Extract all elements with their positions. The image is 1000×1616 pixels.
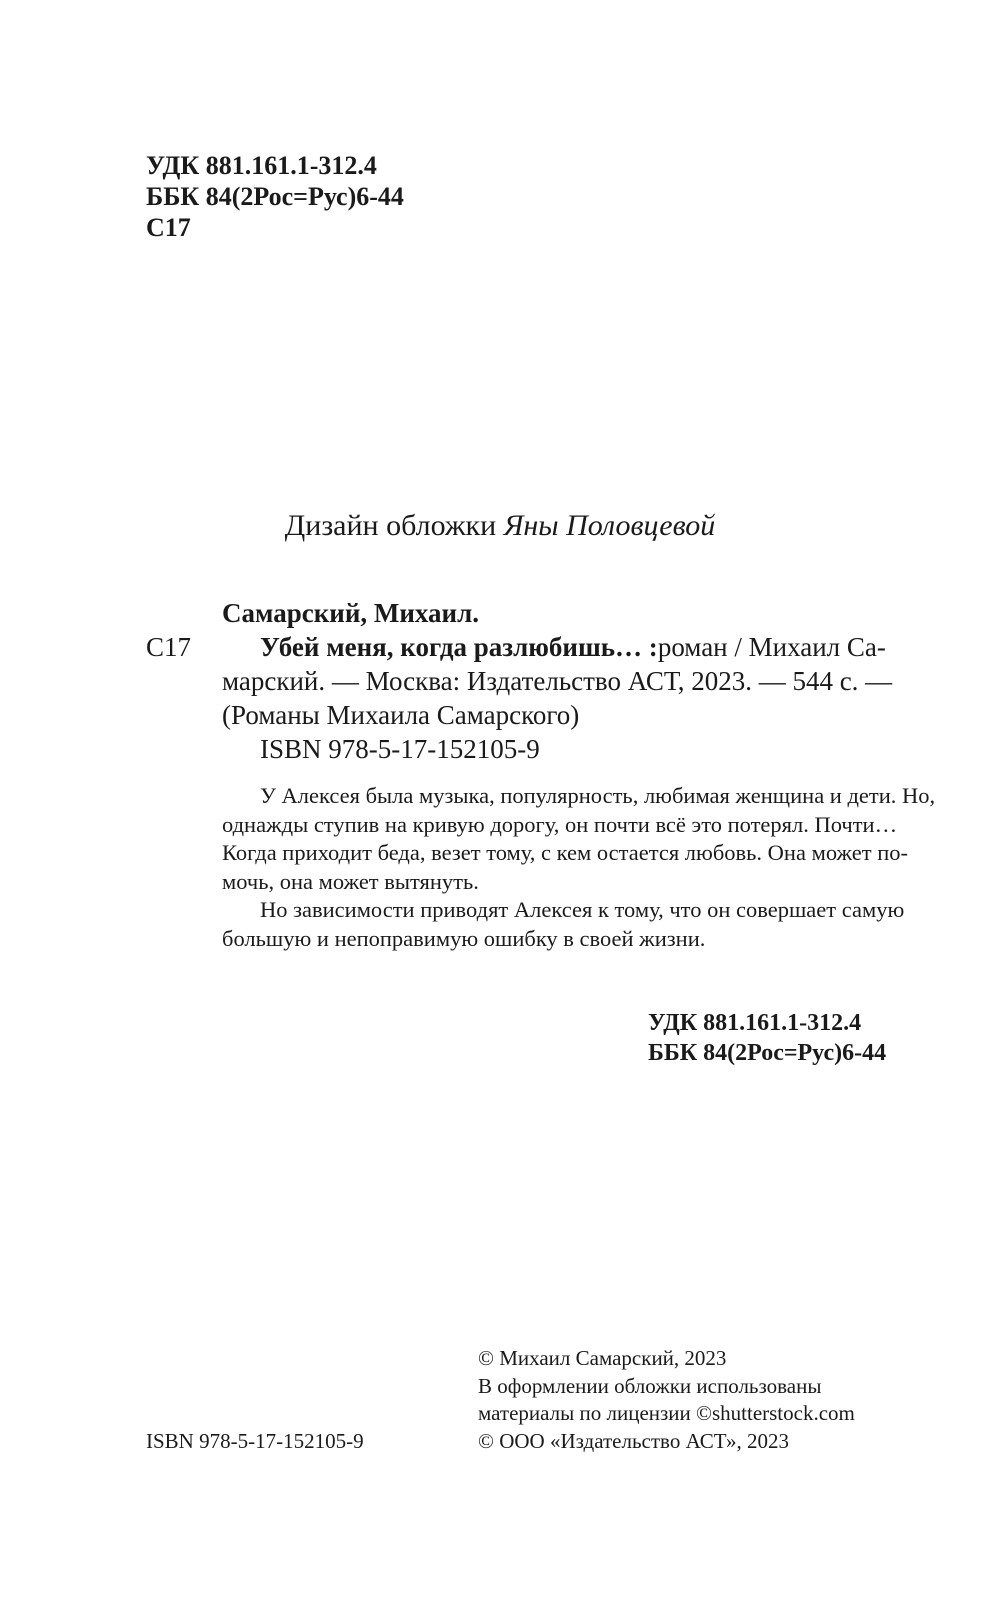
isbn-bottom: ISBN 978-5-17-152105-9	[146, 1429, 364, 1453]
classification-codes-bottom	[648, 1008, 886, 1068]
biblio-line-1	[222, 630, 886, 664]
udk-code: УДК 881.161.1-312.4	[146, 151, 377, 180]
cover-design-prefix: Дизайн обложки	[284, 509, 504, 542]
bbk-code: ББК 84(2Рос=Рус)6-44	[648, 1040, 887, 1066]
author-mark: С17	[146, 213, 191, 242]
cover-designer-name: Яны Половцевой	[503, 509, 716, 542]
biblio-line-1-rest: роман / Михаил Са-	[657, 632, 886, 662]
annotation	[222, 782, 936, 953]
copyright-line: © Михаил Самарский, 2023	[478, 1346, 727, 1370]
cover-design-credit	[0, 508, 1000, 544]
biblio-author: Самарский, Михаил.	[222, 598, 480, 628]
copyright-line: В оформлении обложки использованы	[478, 1373, 822, 1398]
annotation-line: У Алексея была музыка, популярность, любимая женщина и дети. Но,	[260, 783, 936, 808]
copyright-line: материалы по лицензии ©shutterstock.com	[478, 1401, 855, 1425]
biblio-author-mark: С17	[146, 632, 192, 662]
copyright-line: © ООО «Издательство АСТ», 2023	[478, 1428, 789, 1453]
book-title: Убей меня, когда разлюбишь… :	[260, 632, 658, 662]
classification-codes-top	[146, 150, 404, 243]
annotation-line: однажды ступив на кривую дорогу, он почти всё это потерял. Почти…	[222, 811, 898, 837]
annotation-line: Когда приходит беда, везет тому, с кем остается любовь. Она может по-	[222, 840, 908, 865]
biblio-line-2: марский. — Москва: Издательство АСТ, 2023. — 544 с. —	[222, 666, 893, 696]
bibliographic-record	[222, 630, 893, 766]
biblio-isbn: ISBN 978-5-17-152105-9	[260, 734, 540, 764]
udk-code: УДК 881.161.1-312.4	[648, 1010, 862, 1036]
copyright-block	[478, 1345, 855, 1455]
annotation-line: Но зависимости приводят Алексея к тому, что он совершает самую	[260, 897, 905, 922]
bbk-code: ББК 84(2Рос=Рус)6-44	[146, 182, 404, 211]
biblio-line-3: (Романы Михаила Самарского)	[222, 700, 580, 730]
annotation-line: большую и непоправимую ошибку в своей жизни.	[222, 925, 706, 951]
annotation-line: мочь, она может вытянуть.	[222, 868, 479, 894]
